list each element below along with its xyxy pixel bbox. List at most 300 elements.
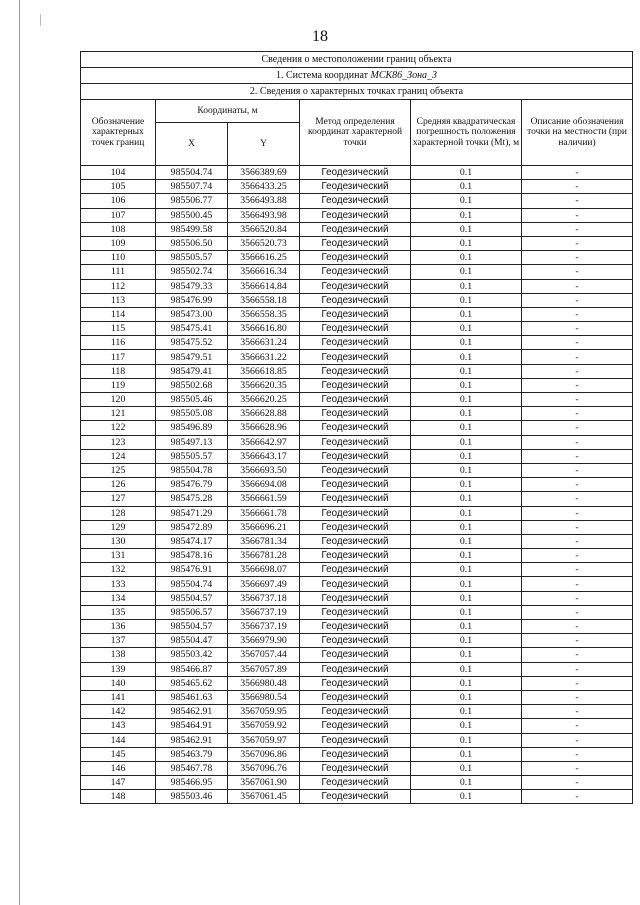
cell-description: -: [522, 506, 633, 520]
cell-description: -: [522, 520, 633, 534]
table-row: [81, 747, 633, 761]
table-row: [81, 563, 633, 577]
cell-x: 985504.78: [156, 463, 228, 477]
cell-x: 985497.13: [156, 435, 228, 449]
cell-x: 985476.99: [156, 293, 228, 307]
cell-point-number: 117: [81, 350, 156, 364]
cell-point-number: 142: [81, 705, 156, 719]
table-row: [81, 776, 633, 790]
cell-x: 985475.52: [156, 336, 228, 350]
cell-accuracy: 0.1: [411, 733, 522, 747]
cell-description: -: [522, 421, 633, 435]
cell-x: 985506.50: [156, 236, 228, 250]
cell-description: -: [522, 605, 633, 619]
table-row: [81, 761, 633, 775]
table-row: [81, 719, 633, 733]
cell-y: 3567057.44: [228, 648, 300, 662]
cell-y: 3566616.80: [228, 322, 300, 336]
table-title: Сведения о местоположении границ объекта: [81, 52, 633, 68]
cell-y: 3566698.07: [228, 563, 300, 577]
cell-y: 3566614.84: [228, 279, 300, 293]
cell-method: Геодезический: [300, 478, 411, 492]
cell-point-number: 121: [81, 407, 156, 421]
header-x: X: [156, 123, 228, 166]
cell-description: -: [522, 222, 633, 236]
cell-x: 985476.91: [156, 563, 228, 577]
table-row: [81, 350, 633, 364]
cell-point-number: 110: [81, 251, 156, 265]
cell-accuracy: 0.1: [411, 307, 522, 321]
cell-x: 985504.47: [156, 634, 228, 648]
cell-method: Геодезический: [300, 435, 411, 449]
cell-x: 985506.57: [156, 605, 228, 619]
table-row: [81, 421, 633, 435]
cell-x: 985475.28: [156, 492, 228, 506]
cell-method: Геодезический: [300, 378, 411, 392]
cell-description: -: [522, 492, 633, 506]
cell-description: -: [522, 761, 633, 775]
cell-method: Геодезический: [300, 350, 411, 364]
cell-x: 985462.91: [156, 705, 228, 719]
cell-x: 985479.41: [156, 364, 228, 378]
cell-x: 985478.16: [156, 549, 228, 563]
cell-x: 985500.45: [156, 208, 228, 222]
cell-y: 3566737.19: [228, 620, 300, 634]
cell-point-number: 135: [81, 605, 156, 619]
cell-y: 3566620.25: [228, 393, 300, 407]
cell-accuracy: 0.1: [411, 719, 522, 733]
cell-description: -: [522, 676, 633, 690]
cell-description: -: [522, 662, 633, 676]
table-row: [81, 407, 633, 421]
cell-y: 3566643.17: [228, 449, 300, 463]
table-row: [81, 478, 633, 492]
cell-accuracy: 0.1: [411, 520, 522, 534]
cell-description: -: [522, 279, 633, 293]
cell-y: 3566558.18: [228, 293, 300, 307]
table-row: [81, 463, 633, 477]
cell-accuracy: 0.1: [411, 761, 522, 775]
table-row: [81, 251, 633, 265]
cell-point-number: 111: [81, 265, 156, 279]
cell-accuracy: 0.1: [411, 322, 522, 336]
cell-method: Геодезический: [300, 251, 411, 265]
cell-y: 3566520.84: [228, 222, 300, 236]
cell-accuracy: 0.1: [411, 293, 522, 307]
cell-description: -: [522, 463, 633, 477]
cell-method: Геодезический: [300, 620, 411, 634]
cell-point-number: 131: [81, 549, 156, 563]
cell-y: 3566620.35: [228, 378, 300, 392]
cell-accuracy: 0.1: [411, 449, 522, 463]
cell-point-number: 115: [81, 322, 156, 336]
cell-accuracy: 0.1: [411, 208, 522, 222]
cell-accuracy: 0.1: [411, 265, 522, 279]
cell-point-number: 109: [81, 236, 156, 250]
cell-x: 985503.42: [156, 648, 228, 662]
cell-accuracy: 0.1: [411, 534, 522, 548]
cell-accuracy: 0.1: [411, 166, 522, 180]
cell-point-number: 127: [81, 492, 156, 506]
coordinate-system-value: МСК86_Зона_3: [370, 70, 438, 81]
cell-method: Геодезический: [300, 506, 411, 520]
table-row: [81, 534, 633, 548]
cell-y: 3566697.49: [228, 577, 300, 591]
cell-description: -: [522, 407, 633, 421]
table-row: [81, 520, 633, 534]
cell-y: 3567061.90: [228, 776, 300, 790]
cell-method: Геодезический: [300, 393, 411, 407]
table-row: [81, 307, 633, 321]
cell-description: -: [522, 350, 633, 364]
cell-description: -: [522, 251, 633, 265]
cell-accuracy: 0.1: [411, 180, 522, 194]
cell-y: 3566979.90: [228, 634, 300, 648]
table-row: [81, 435, 633, 449]
cell-x: 985463.79: [156, 747, 228, 761]
cell-point-number: 147: [81, 776, 156, 790]
header-point-designation: Обозначение характерных точек границ: [81, 100, 156, 166]
cell-accuracy: 0.1: [411, 350, 522, 364]
cell-method: Геодезический: [300, 364, 411, 378]
cell-y: 3566628.88: [228, 407, 300, 421]
cell-point-number: 130: [81, 534, 156, 548]
cell-y: 3566642.97: [228, 435, 300, 449]
cell-y: 3566980.54: [228, 690, 300, 704]
cell-x: 985499.58: [156, 222, 228, 236]
table-row: [81, 634, 633, 648]
cell-point-number: 133: [81, 577, 156, 591]
cell-x: 985471.29: [156, 506, 228, 520]
cell-point-number: 144: [81, 733, 156, 747]
cell-accuracy: 0.1: [411, 648, 522, 662]
cell-y: 3567059.97: [228, 733, 300, 747]
page-number: 18: [312, 28, 328, 45]
table-row: [81, 322, 633, 336]
table-row: [81, 591, 633, 605]
table-row: [81, 236, 633, 250]
cell-x: 985504.57: [156, 591, 228, 605]
cell-y: 3566980.48: [228, 676, 300, 690]
cell-method: Геодезический: [300, 222, 411, 236]
cell-method: Геодезический: [300, 563, 411, 577]
cell-description: -: [522, 322, 633, 336]
cell-method: Геодезический: [300, 421, 411, 435]
cell-description: -: [522, 194, 633, 208]
table-row: [81, 293, 633, 307]
cell-description: -: [522, 790, 633, 804]
cell-point-number: 114: [81, 307, 156, 321]
cell-x: 985504.74: [156, 166, 228, 180]
cell-y: 3566493.88: [228, 194, 300, 208]
cell-x: 985505.08: [156, 407, 228, 421]
scan-mark: [40, 14, 41, 26]
cell-method: Геодезический: [300, 322, 411, 336]
cell-point-number: 140: [81, 676, 156, 690]
cell-x: 985503.46: [156, 790, 228, 804]
cell-point-number: 118: [81, 364, 156, 378]
cell-method: Геодезический: [300, 733, 411, 747]
table-row: [81, 194, 633, 208]
cell-y: 3566389.69: [228, 166, 300, 180]
cell-x: 985464.91: [156, 719, 228, 733]
cell-x: 985467.78: [156, 761, 228, 775]
cell-method: Геодезический: [300, 577, 411, 591]
table-row: [81, 577, 633, 591]
cell-description: -: [522, 776, 633, 790]
cell-method: Геодезический: [300, 534, 411, 548]
cell-method: Геодезический: [300, 605, 411, 619]
cell-y: 3566616.34: [228, 265, 300, 279]
cell-y: 3566631.24: [228, 336, 300, 350]
cell-x: 985461.63: [156, 690, 228, 704]
table-row: [81, 506, 633, 520]
cell-accuracy: 0.1: [411, 478, 522, 492]
cell-description: -: [522, 435, 633, 449]
cell-method: Геодезический: [300, 719, 411, 733]
cell-method: Геодезический: [300, 463, 411, 477]
cell-method: Геодезический: [300, 180, 411, 194]
cell-accuracy: 0.1: [411, 676, 522, 690]
cell-y: 3567059.92: [228, 719, 300, 733]
cell-y: 3566520.73: [228, 236, 300, 250]
cell-y: 3566781.34: [228, 534, 300, 548]
coordinate-system-row: [81, 68, 633, 84]
points-section-title: 2. Сведения о характерных точках границ объекта: [81, 84, 633, 100]
cell-point-number: 146: [81, 761, 156, 775]
cell-method: Геодезический: [300, 690, 411, 704]
cell-y: 3566558.35: [228, 307, 300, 321]
cell-method: Геодезический: [300, 662, 411, 676]
cell-point-number: 108: [81, 222, 156, 236]
cell-point-number: 143: [81, 719, 156, 733]
header-accuracy: Средняя квадратическая погрешность положения характерной точки (Mt), м: [411, 100, 522, 166]
cell-method: Геодезический: [300, 634, 411, 648]
cell-method: Геодезический: [300, 336, 411, 350]
cell-accuracy: 0.1: [411, 747, 522, 761]
cell-method: Геодезический: [300, 520, 411, 534]
header-coordinates: Координаты, м: [156, 100, 300, 123]
cell-description: -: [522, 747, 633, 761]
table-row: [81, 549, 633, 563]
cell-point-number: 126: [81, 478, 156, 492]
cell-x: 985462.91: [156, 733, 228, 747]
table-row: [81, 492, 633, 506]
cell-description: -: [522, 719, 633, 733]
cell-method: Геодезический: [300, 790, 411, 804]
cell-description: -: [522, 705, 633, 719]
table-row: [81, 222, 633, 236]
cell-description: -: [522, 180, 633, 194]
cell-description: -: [522, 733, 633, 747]
cell-description: -: [522, 577, 633, 591]
cell-method: Геодезический: [300, 776, 411, 790]
cell-accuracy: 0.1: [411, 662, 522, 676]
cell-method: Геодезический: [300, 194, 411, 208]
cell-accuracy: 0.1: [411, 563, 522, 577]
cell-accuracy: 0.1: [411, 790, 522, 804]
table-row: [81, 662, 633, 676]
header-y: Y: [228, 123, 300, 166]
cell-description: -: [522, 378, 633, 392]
cell-x: 985479.51: [156, 350, 228, 364]
cell-x: 985506.77: [156, 194, 228, 208]
cell-x: 985476.79: [156, 478, 228, 492]
cell-accuracy: 0.1: [411, 463, 522, 477]
header-description: Описание обозначения точки на местности (при наличии): [522, 100, 633, 166]
cell-method: Геодезический: [300, 549, 411, 563]
cell-description: -: [522, 690, 633, 704]
cell-y: 3567096.86: [228, 747, 300, 761]
table-row: [81, 690, 633, 704]
cell-accuracy: 0.1: [411, 492, 522, 506]
cell-description: -: [522, 364, 633, 378]
cell-accuracy: 0.1: [411, 251, 522, 265]
table-row: [81, 705, 633, 719]
cell-point-number: 122: [81, 421, 156, 435]
cell-accuracy: 0.1: [411, 336, 522, 350]
cell-y: 3566628.96: [228, 421, 300, 435]
cell-y: 3566737.18: [228, 591, 300, 605]
cell-accuracy: 0.1: [411, 634, 522, 648]
table-row: [81, 620, 633, 634]
cell-point-number: 107: [81, 208, 156, 222]
boundary-points-table: [80, 51, 633, 804]
cell-x: 985507.74: [156, 180, 228, 194]
cell-method: Геодезический: [300, 761, 411, 775]
table-row: [81, 364, 633, 378]
cell-x: 985504.74: [156, 577, 228, 591]
cell-accuracy: 0.1: [411, 705, 522, 719]
cell-description: -: [522, 265, 633, 279]
cell-accuracy: 0.1: [411, 690, 522, 704]
table-row: [81, 265, 633, 279]
cell-point-number: 141: [81, 690, 156, 704]
cell-y: 3566693.50: [228, 463, 300, 477]
cell-point-number: 119: [81, 378, 156, 392]
table-row: [81, 449, 633, 463]
cell-accuracy: 0.1: [411, 378, 522, 392]
cell-y: 3566616.25: [228, 251, 300, 265]
cell-point-number: 112: [81, 279, 156, 293]
cell-point-number: 134: [81, 591, 156, 605]
cell-point-number: 139: [81, 662, 156, 676]
cell-description: -: [522, 293, 633, 307]
cell-point-number: 113: [81, 293, 156, 307]
cell-y: 3566781.28: [228, 549, 300, 563]
cell-point-number: 145: [81, 747, 156, 761]
cell-description: -: [522, 166, 633, 180]
cell-x: 985465.62: [156, 676, 228, 690]
cell-accuracy: 0.1: [411, 435, 522, 449]
table-row: [81, 676, 633, 690]
cell-description: -: [522, 449, 633, 463]
cell-x: 985502.68: [156, 378, 228, 392]
cell-x: 985473.00: [156, 307, 228, 321]
cell-accuracy: 0.1: [411, 549, 522, 563]
cell-y: 3566737.19: [228, 605, 300, 619]
table-row: [81, 279, 633, 293]
table-row: [81, 790, 633, 804]
cell-description: -: [522, 549, 633, 563]
cell-description: -: [522, 620, 633, 634]
cell-method: Геодезический: [300, 279, 411, 293]
cell-method: Геодезический: [300, 307, 411, 321]
cell-y: 3566433.25: [228, 180, 300, 194]
cell-accuracy: 0.1: [411, 605, 522, 619]
cell-method: Геодезический: [300, 449, 411, 463]
cell-description: -: [522, 648, 633, 662]
table-row: [81, 180, 633, 194]
cell-accuracy: 0.1: [411, 421, 522, 435]
table-row: [81, 393, 633, 407]
cell-description: -: [522, 208, 633, 222]
cell-accuracy: 0.1: [411, 194, 522, 208]
cell-y: 3566631.22: [228, 350, 300, 364]
cell-description: -: [522, 634, 633, 648]
cell-x: 985505.57: [156, 449, 228, 463]
cell-y: 3567059.95: [228, 705, 300, 719]
cell-method: Геодезический: [300, 648, 411, 662]
cell-x: 985475.41: [156, 322, 228, 336]
cell-y: 3566618.85: [228, 364, 300, 378]
cell-description: -: [522, 534, 633, 548]
cell-point-number: 123: [81, 435, 156, 449]
header-method: Метод определения координат характерной точки: [300, 100, 411, 166]
cell-x: 985466.87: [156, 662, 228, 676]
table-row: [81, 208, 633, 222]
cell-point-number: 106: [81, 194, 156, 208]
cell-y: 3567057.89: [228, 662, 300, 676]
cell-accuracy: 0.1: [411, 364, 522, 378]
cell-y: 3567096.76: [228, 761, 300, 775]
cell-y: 3566661.59: [228, 492, 300, 506]
cell-accuracy: 0.1: [411, 393, 522, 407]
cell-y: 3567061.45: [228, 790, 300, 804]
cell-method: Геодезический: [300, 705, 411, 719]
cell-accuracy: 0.1: [411, 577, 522, 591]
cell-point-number: 138: [81, 648, 156, 662]
cell-method: Геодезический: [300, 208, 411, 222]
cell-accuracy: 0.1: [411, 236, 522, 250]
cell-description: -: [522, 307, 633, 321]
cell-description: -: [522, 336, 633, 350]
cell-point-number: 136: [81, 620, 156, 634]
cell-method: Геодезический: [300, 293, 411, 307]
cell-point-number: 104: [81, 166, 156, 180]
cell-accuracy: 0.1: [411, 279, 522, 293]
table-row: [81, 166, 633, 180]
cell-description: -: [522, 591, 633, 605]
cell-x: 985502.74: [156, 265, 228, 279]
cell-method: Геодезический: [300, 591, 411, 605]
cell-point-number: 124: [81, 449, 156, 463]
cell-description: -: [522, 563, 633, 577]
scan-margin-line: [19, 0, 20, 905]
cell-accuracy: 0.1: [411, 506, 522, 520]
cell-method: Геодезический: [300, 166, 411, 180]
cell-description: -: [522, 236, 633, 250]
cell-point-number: 120: [81, 393, 156, 407]
cell-method: Геодезический: [300, 407, 411, 421]
table-row: [81, 648, 633, 662]
cell-method: Геодезический: [300, 265, 411, 279]
cell-point-number: 128: [81, 506, 156, 520]
cell-description: -: [522, 393, 633, 407]
cell-y: 3566696.21: [228, 520, 300, 534]
cell-point-number: 137: [81, 634, 156, 648]
cell-description: -: [522, 478, 633, 492]
